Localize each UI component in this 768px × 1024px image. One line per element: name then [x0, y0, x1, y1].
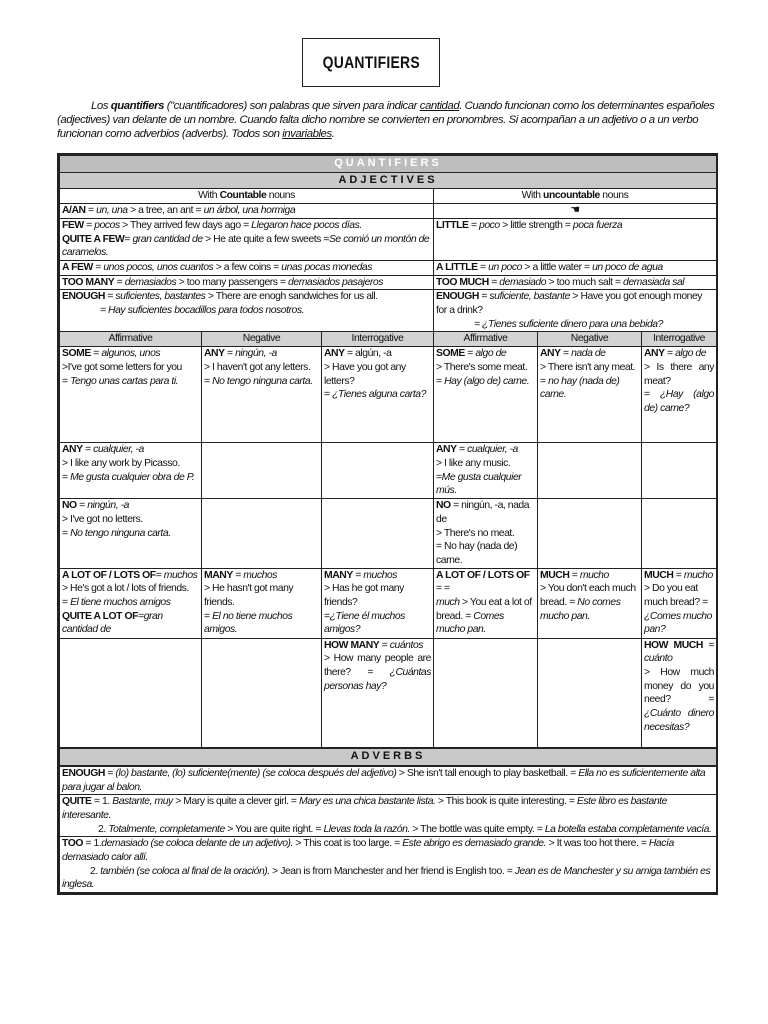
cell-enough-uncountable: ENOUGH = suficiente, bastante > Have you got enough money for a drink? = ¿Tienes suficiente dinero para una bebida?	[434, 290, 717, 332]
cell-much-negative: MUCH = mucho > You don't each much bread. = No comes mucho pan.	[538, 568, 642, 638]
cell-some-countable: SOME = algunos, unos >I've got some letters for you = Tengo unas cartas para ti.	[60, 347, 202, 443]
cell-a-little: A LITTLE = un poco > a little water = un poco de agua	[434, 260, 717, 275]
header-affirmative: Affirmative	[434, 332, 538, 347]
header-interrogative: Interrogative	[642, 332, 717, 347]
header-negative: Negative	[202, 332, 322, 347]
header-affirmative: Affirmative	[60, 332, 202, 347]
intro-keyword: quantifiers	[110, 100, 165, 112]
row-adverb-quite	[60, 795, 717, 837]
cell-few: FEW = pocos > They arrived few days ago = Llegaron hace pocos días. QUITE A FEW= gran cantidad de > He ate quite a few sweets =Se comió un montón de caramelos.	[60, 218, 434, 260]
empty-cell	[202, 638, 322, 748]
intro-paragraph	[57, 99, 727, 141]
empty-cell	[322, 499, 434, 569]
cell-a-an: A/AN = un, una > a tree, an ant = un árbol, una hormiga	[60, 204, 434, 219]
cell-little: LITTLE = poco > little strength = poca fuerza	[434, 218, 717, 260]
empty-cell	[202, 499, 322, 569]
form-headers	[60, 332, 717, 347]
empty-cell	[538, 499, 642, 569]
cell-any-interrogative-countable: ANY = algún, -a > Have you got any letters? = ¿Tienes alguna carta?	[322, 347, 434, 443]
empty-cell	[322, 443, 434, 499]
cell-any-negative-countable: ANY = ningún, -a > I haven't got any letters. = No tengo ninguna carta.	[202, 347, 322, 443]
cell-many-negative: MANY = muchos > He hasn't got many friends. = El no tiene muchos amigos.	[202, 568, 322, 638]
cell-a-lot-uncountable: A LOT OF / LOTS OF = = much > You eat a lot of bread. = Comes mucho pan.	[434, 568, 538, 638]
empty-cell	[60, 638, 202, 748]
cell-much-interrogative: MUCH = mucho > Do you eat much bread? = ¿Comes mucho pan?	[642, 568, 717, 638]
intro-text: ("cuantificadores) son palabras que sirven para indicar	[164, 100, 420, 112]
uncountable-header: With uncountable nouns	[434, 189, 717, 204]
cell-uncount-icon	[434, 204, 717, 219]
cell-too-many: TOO MANY = demasiados > too many passengers = demasiados pasajeros	[60, 275, 434, 290]
row-some-any	[60, 347, 717, 443]
row-too-many	[60, 275, 717, 290]
cell-no-countable: NO = ningún, -a > I've got no letters. = No tengo ninguna carta.	[60, 499, 202, 569]
cell-adverb-too: TOO = 1.demasiado (se coloca delante de un adjetivo). > This coat is too large. = Este abrigo es demasiado grande. > It was too hot there. = Hacía demasiado calor allí. 2. también (se coloca al final de la oración). > Jean is from Manchester and her friend is English too. = Jean es de Manchester y su amiga también es inglesa.	[60, 837, 717, 893]
cell-a-few: A FEW = unos pocos, unos cuantos > a few coins = unas pocas monedas	[60, 260, 434, 275]
cell-no-uncountable: NO = ningún, -a, nada de > There's no meat. = No hay (nada de) carne.	[434, 499, 538, 569]
cell-adverb-enough: ENOUGH = (lo) bastante, (lo) suficiente(mente) (se coloca después del adjetivo) > She isn't tall enough to play basketball. = Ella no es suficientemente alta para jugar al balon.	[60, 766, 717, 795]
cell-any-interrogative-uncountable: ANY = algo de > Is there any meat? = ¿Hay (algo de) carne?	[642, 347, 717, 443]
cell-too-much: TOO MUCH = demasiado > too much salt = demasiada sal	[434, 275, 717, 290]
row-adverb-enough	[60, 766, 717, 795]
intro-text: . Cuando funcionan como los determinantes españoles (adjectives) van delante de un nombre. Cuando falta dicho nombre se convierten en pronombres. Si acompañan a un adjetivo o a un verbo funcionan como adverbios (adverbs). Todos son	[57, 100, 715, 140]
cell-any-countable: ANY = cualquier, -a > I like any work by Picasso. = Me gusta cualquier obra de P.	[60, 443, 202, 499]
row-a-few	[60, 260, 717, 275]
band-adverbs-label: ADVERBS	[60, 748, 717, 766]
cell-adverb-quite: QUITE = 1. Bastante, muy > Mary is quite a clever girl. = Mary es una chica bastante lista. > This book is quite interesting. = Este libro es bastante interesante. 2. Totalmente, completamente > You are quite right. = Llevas toda la razón. > The bottle was quite empty. = La botella estaba completamente vacía.	[60, 795, 717, 837]
row-adverb-too	[60, 837, 717, 893]
row-how	[60, 638, 717, 748]
empty-cell	[434, 638, 538, 748]
row-a-lot	[60, 568, 717, 638]
band-quantifiers	[60, 156, 717, 173]
noun-type-headers	[60, 189, 717, 204]
row-no	[60, 499, 717, 569]
empty-cell	[202, 443, 322, 499]
band-quantifiers-label: QUANTIFIERS	[60, 156, 717, 173]
header-negative: Negative	[538, 332, 642, 347]
cell-how-many: HOW MANY = cuántos > How many people are there? = ¿Cuántas personas hay?	[322, 638, 434, 748]
cell-any-negative-uncountable: ANY = nada de > There isn't any meat. = no hay (nada de) carne.	[538, 347, 642, 443]
row-any-whatever	[60, 443, 717, 499]
intro-underlined: invariables	[282, 128, 332, 140]
cell-some-uncountable: SOME = algo de > There's some meat. = Hay (algo de) carne.	[434, 347, 538, 443]
row-few	[60, 218, 717, 260]
row-enough	[60, 290, 717, 332]
hand-pointer-icon: ☚	[570, 204, 580, 217]
countable-header: With Countable nouns	[60, 189, 434, 204]
intro-text: Los	[91, 100, 111, 112]
empty-cell	[642, 499, 717, 569]
row-a-an	[60, 204, 717, 219]
cell-how-much: HOW MUCH = cuánto > How much money do you need? = ¿Cuánto dinero necesitas?	[642, 638, 717, 748]
empty-cell	[642, 443, 717, 499]
band-adverbs	[60, 748, 717, 766]
quantifiers-table	[57, 153, 718, 895]
cell-any-uncountable: ANY = cualquier, -a > I like any music. =Me gusta cualquier mús.	[434, 443, 538, 499]
header-interrogative: Interrogative	[322, 332, 434, 347]
title-box	[302, 38, 440, 87]
band-adjectives	[60, 172, 717, 189]
cell-a-lot-countable: A LOT OF / LOTS OF= muchos > He's got a lot / lots of friends. = El tiene muchos amigos QUITE A LOT OF=gran cantidad de	[60, 568, 202, 638]
empty-cell	[538, 443, 642, 499]
cell-enough-countable: ENOUGH = suficientes, bastantes > There are enogh sandwiches for us all. = Hay suficientes bocadillos para todos nosotros.	[60, 290, 434, 332]
page-title: QUANTIFIERS	[322, 52, 420, 72]
empty-cell	[538, 638, 642, 748]
band-adjectives-label: ADJECTIVES	[60, 172, 717, 189]
intro-underlined: cantidad	[419, 100, 460, 112]
cell-many-interrogative: MANY = muchos > Has he got many friends? =¿Tiene él muchos amigos?	[322, 568, 434, 638]
intro-text: .	[331, 128, 335, 140]
